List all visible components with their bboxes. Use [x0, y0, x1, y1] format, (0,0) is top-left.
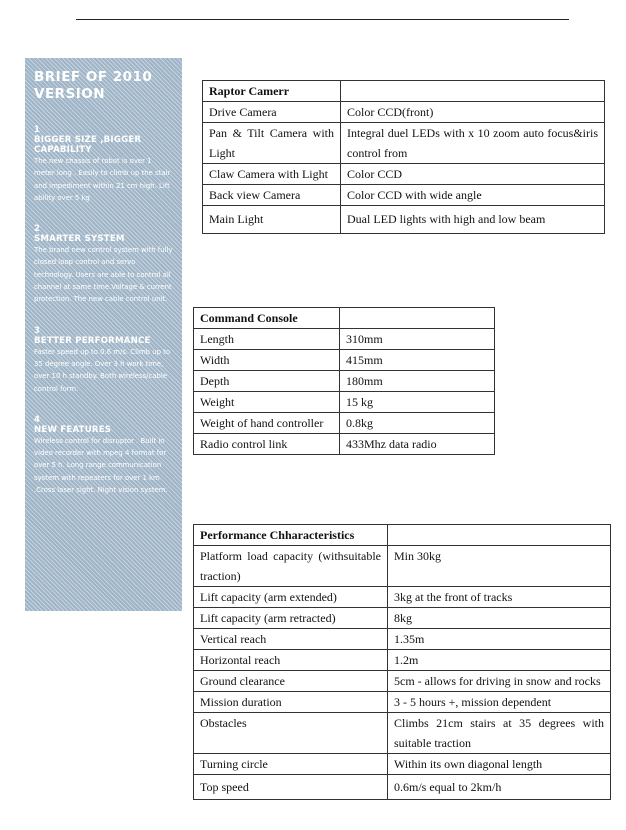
spec-value: 415mm — [340, 350, 495, 371]
spec-name: Width — [194, 350, 340, 371]
spec-value: 1.35m — [388, 629, 611, 650]
spec-value: Within its own diagonal length — [388, 754, 611, 775]
top-rule — [76, 19, 569, 20]
table-row — [194, 608, 611, 629]
sidebar-title: BRIEF OF 2010 VERSION — [34, 69, 153, 102]
table-row — [194, 329, 495, 350]
spec-name: Mission duration — [194, 692, 388, 713]
spec-name: Drive Camera — [203, 102, 341, 123]
spec-name: Weight — [194, 392, 340, 413]
spec-name: Depth — [194, 371, 340, 392]
spec-name: Main Light — [203, 206, 341, 234]
sidebar-brief — [25, 58, 182, 611]
spec-value: Color CCD(front) — [341, 102, 605, 123]
spec-value: 15 kg — [340, 392, 495, 413]
table-header-empty — [340, 308, 495, 329]
table-row — [194, 371, 495, 392]
spec-value: 0.8kg — [340, 413, 495, 434]
command-console-table — [193, 307, 495, 455]
table-title: Raptor Camerr — [203, 81, 341, 102]
spec-name: Platform load capacity (withsuitable traction) — [194, 546, 388, 587]
spec-name: Length — [194, 329, 340, 350]
spec-value: 310mm — [340, 329, 495, 350]
sidebar-section — [34, 415, 174, 496]
spec-name: Vertical reach — [194, 629, 388, 650]
table-header-row — [194, 308, 495, 329]
sidebar-section — [34, 224, 174, 305]
section-number: 1 — [34, 125, 40, 135]
table-header-row — [203, 81, 605, 102]
spec-name: Pan & Tilt Camera with Light — [203, 123, 341, 164]
spec-value: 1.2m — [388, 650, 611, 671]
spec-name: Lift capacity (arm extended) — [194, 587, 388, 608]
spec-name: Top speed — [194, 775, 388, 800]
camera-spec-table — [202, 80, 605, 234]
table-header-empty — [341, 81, 605, 102]
table-row — [194, 629, 611, 650]
sidebar-section — [34, 125, 174, 204]
table-row — [194, 650, 611, 671]
spec-name: Back view Camera — [203, 185, 341, 206]
spec-name: Lift capacity (arm retracted) — [194, 608, 388, 629]
table-row — [194, 587, 611, 608]
table-row — [203, 123, 605, 164]
section-heading: BIGGER SIZE ,BIGGER CAPABILITY — [34, 135, 142, 155]
section-body: Faster speed up to 0.6 m/s. Climb up to 35 degree angle. Over 3 h work time, over 10 h standby. Both wireless/cable control form. — [34, 347, 171, 393]
spec-value: 180mm — [340, 371, 495, 392]
table-row — [194, 546, 611, 587]
section-number: 4 — [34, 414, 40, 425]
spec-name: Turning circle — [194, 754, 388, 775]
table-row — [194, 671, 611, 692]
spec-value: 3 - 5 hours +, mission dependent — [388, 692, 611, 713]
spec-value: 5cm - allows for driving in snow and rocks — [388, 671, 611, 692]
spec-name: Horizontal reach — [194, 650, 388, 671]
table-row — [194, 692, 611, 713]
table-title: Performance Chharacteristics — [194, 525, 388, 546]
section-number: 3 — [34, 325, 40, 336]
table-row — [203, 102, 605, 123]
spec-value: 8kg — [388, 608, 611, 629]
section-body: The brand new control system with fully closed loop control and servo technology. Users are able to control all channel at same time.Voltage & current protection. The new cable control unit. — [34, 246, 173, 304]
spec-value: Color CCD — [341, 164, 605, 185]
spec-value: 433Mhz data radio — [340, 434, 495, 455]
table-row — [203, 164, 605, 185]
section-heading: SMARTER SYSTEM — [34, 234, 125, 245]
spec-name: Obstacles — [194, 713, 388, 754]
spec-name: Radio control link — [194, 434, 340, 455]
section-body: Wireless control for disruptor . Built in video recorder with mpeg 4 format for over 5 h. Long range communication system with repeaters for over 1 km .Cross laser sight. Night vision system. — [34, 436, 168, 495]
table-row — [194, 775, 611, 800]
section-number: 2 — [34, 224, 40, 235]
spec-value: Climbs 21cm stairs at 35 degrees with suitable traction — [388, 713, 611, 754]
table-row — [194, 434, 495, 455]
table-header-empty — [388, 525, 611, 546]
table-row — [194, 392, 495, 413]
spec-name: Claw Camera with Light — [203, 164, 341, 185]
spec-value: Color CCD with wide angle — [341, 185, 605, 206]
table-row — [203, 206, 605, 234]
table-row — [194, 350, 495, 371]
table-row — [194, 713, 611, 754]
spec-value: 3kg at the front of tracks — [388, 587, 611, 608]
spec-value: Dual LED lights with high and low beam — [341, 206, 605, 234]
sidebar-section — [34, 326, 174, 395]
table-header-row — [194, 525, 611, 546]
spec-value: Integral duel LEDs with x 10 zoom auto focus&iris control from — [341, 123, 605, 164]
spec-name: Ground clearance — [194, 671, 388, 692]
spec-name: Weight of hand controller — [194, 413, 340, 434]
table-title: Command Console — [194, 308, 340, 329]
performance-table — [193, 524, 611, 800]
spec-value: Min 30kg — [388, 546, 611, 587]
section-heading: NEW FEATURES — [34, 424, 112, 435]
table-row — [194, 754, 611, 775]
table-row — [194, 413, 495, 434]
section-heading: BETTER PERFORMANCE — [34, 335, 151, 346]
spec-value: 0.6m/s equal to 2km/h — [388, 775, 611, 800]
section-body: The new chassis of robot is over 1 meter long . Easily to climb up the stair and impediment within 21 cm high. Lift ability over 5 kg — [34, 157, 171, 202]
table-row — [203, 185, 605, 206]
